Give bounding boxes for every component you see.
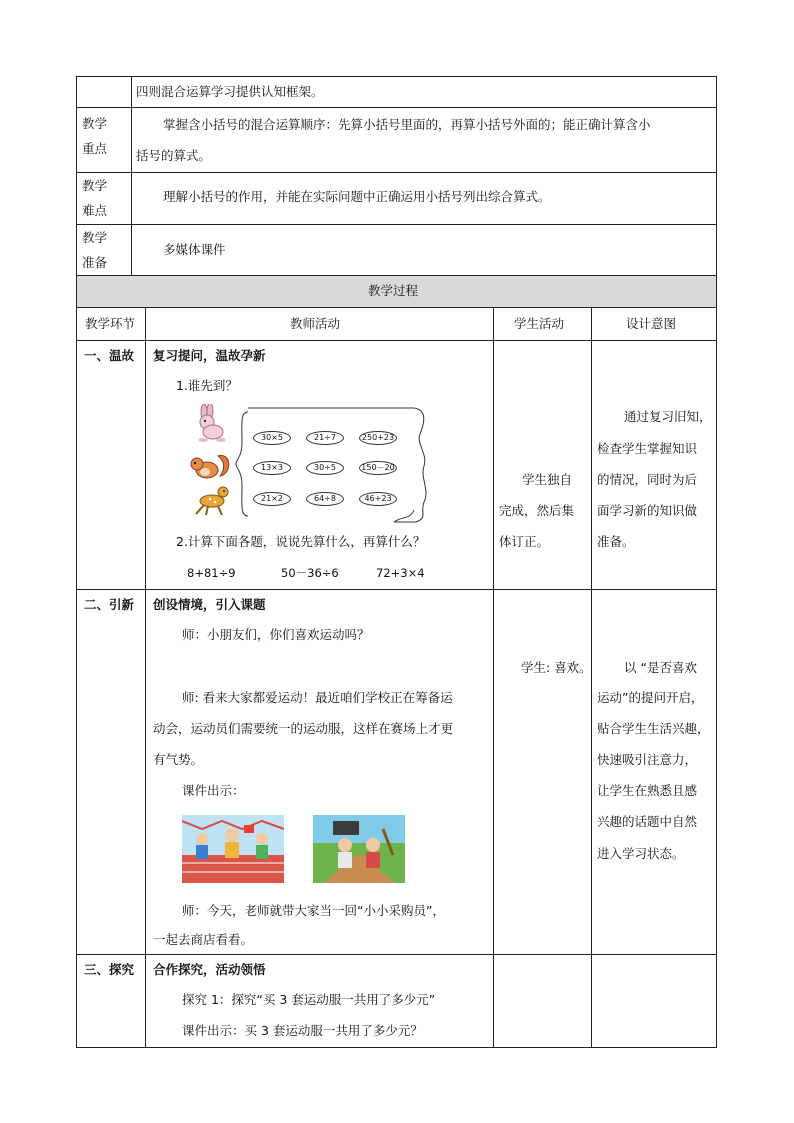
header-teacher: 教师活动 bbox=[290, 316, 341, 331]
section3-p2: 课件出示：买 3 套运动服一共用了多少元？ bbox=[182, 1023, 423, 1038]
rule bbox=[76, 107, 717, 108]
section1-design-5: 准备。 bbox=[597, 534, 635, 549]
calc-expression: 50－36÷6 bbox=[281, 566, 339, 580]
expression-pill: 21×2 bbox=[253, 492, 291, 506]
section2-design-2: 运动”的提问开启， bbox=[597, 690, 704, 705]
header-design: 设计意图 bbox=[626, 316, 677, 331]
section1-design-4: 面学习新的知识做 bbox=[597, 503, 698, 518]
deer-icon bbox=[190, 484, 232, 516]
section2-p1: 师：小朋友们，你们喜欢运动吗？ bbox=[182, 627, 370, 642]
section2-design-5: 让学生在熟悉且感 bbox=[597, 783, 698, 798]
section2-design-7: 进入学习状态。 bbox=[597, 846, 685, 861]
section3-stage: 三、探究 bbox=[84, 962, 135, 977]
expression-pill: 150－20 bbox=[359, 461, 397, 475]
section1-student-3: 体订正。 bbox=[499, 534, 550, 549]
expression-pill: 30×5 bbox=[253, 431, 291, 445]
section1-heading: 复习提问，温故孕新 bbox=[153, 348, 266, 363]
section2-p4-2: 一起去商店看看。 bbox=[153, 932, 254, 947]
rule bbox=[131, 76, 132, 275]
expression-pill: 30÷5 bbox=[306, 461, 344, 475]
expression-pill: 46+23 bbox=[359, 492, 397, 506]
section1-q2: 2.计算下面各题，说说先算什么，再算什么？ bbox=[176, 534, 426, 549]
expression-pill: 21÷7 bbox=[306, 431, 344, 445]
section3-heading: 合作探究，活动领悟 bbox=[153, 962, 266, 977]
rule bbox=[76, 172, 717, 173]
section3-p1: 探究 1：探究“买 3 套运动服一共用了多少元” bbox=[182, 992, 436, 1007]
expression-pill: 250+23 bbox=[359, 431, 397, 445]
header-stage: 教学环节 bbox=[85, 316, 136, 331]
rule bbox=[716, 76, 717, 1048]
row1-text: 四则混合运算学习提供认知框架。 bbox=[136, 84, 324, 99]
section2-design-3: 贴合学生生活兴趣， bbox=[597, 721, 710, 736]
section2-p3: 课件出示： bbox=[182, 783, 245, 798]
section2-p2-1: 师: 看来大家都爱运动！最近咱们学校正在筹备运 bbox=[182, 690, 453, 705]
rule bbox=[76, 76, 717, 77]
section2-student: 学生: 喜欢。 bbox=[521, 660, 592, 675]
rule bbox=[76, 275, 717, 276]
calc-expression: 8+81÷9 bbox=[187, 566, 236, 580]
section2-design-6: 兴趣的话题中自然 bbox=[597, 814, 698, 829]
baseball-game-image bbox=[313, 815, 405, 883]
rule bbox=[76, 1047, 717, 1048]
section1-design-3: 的情况，同时为后 bbox=[597, 472, 698, 487]
key-label-2: 重点 bbox=[82, 141, 108, 156]
key-text-2: 括号的算式。 bbox=[136, 148, 212, 163]
key-text-1: 掌握含小括号的混合运算顺序：先算小括号里面的，再算小括号外面的；能正确计算含小 bbox=[163, 117, 651, 132]
header-student: 学生活动 bbox=[514, 316, 565, 331]
key-label-1: 教学 bbox=[82, 116, 108, 131]
prep-label-1: 教学 bbox=[82, 230, 108, 245]
rule bbox=[76, 954, 717, 955]
rule bbox=[145, 307, 146, 1048]
section1-student-2: 完成，然后集 bbox=[499, 503, 575, 518]
section1-design-1: 通过复习旧知， bbox=[624, 409, 712, 424]
expression-pill: 13×3 bbox=[253, 461, 291, 475]
expression-pill: 64÷8 bbox=[306, 492, 344, 506]
rule bbox=[591, 307, 592, 1048]
diff-label-2: 难点 bbox=[82, 203, 108, 218]
rabbit-icon bbox=[191, 404, 231, 444]
rule bbox=[493, 307, 494, 1048]
prep-text: 多媒体课件 bbox=[163, 242, 226, 257]
rule bbox=[76, 307, 717, 308]
rule bbox=[76, 340, 717, 341]
section2-design-4: 快速吸引注意力， bbox=[597, 752, 698, 767]
rule bbox=[76, 76, 77, 1048]
section2-design-1: 以 “是否喜欢 bbox=[624, 660, 697, 675]
squirrel-icon bbox=[188, 452, 232, 482]
prep-label-2: 准备 bbox=[82, 255, 108, 270]
section2-p2-3: 有气势。 bbox=[153, 752, 204, 767]
section1-design-2: 检查学生掌握知识 bbox=[597, 441, 698, 456]
section1-stage: 一、温故 bbox=[84, 348, 135, 363]
calc-expression: 72+3×4 bbox=[376, 566, 425, 580]
section2-stage: 二、引新 bbox=[84, 597, 135, 612]
section1-student-1: 学生独自 bbox=[522, 472, 573, 487]
section1-q1: 1.谁先到？ bbox=[176, 378, 238, 393]
section2-heading: 创设情境，引入课题 bbox=[153, 597, 266, 612]
rule bbox=[76, 589, 717, 590]
diff-label-1: 教学 bbox=[82, 178, 108, 193]
process-title: 教学过程 bbox=[368, 283, 419, 298]
diff-text: 理解小括号的作用，并能在实际问题中正确运用小括号列出综合算式。 bbox=[163, 189, 551, 204]
section2-p2-2: 动会，运动员们需要统一的运动服，这样在赛场上才更 bbox=[153, 721, 454, 736]
running-race-image bbox=[182, 815, 284, 883]
rule bbox=[76, 224, 717, 225]
section2-p4-1: 师：今天，老师就带大家当一回“小小采购员”， bbox=[182, 903, 445, 918]
